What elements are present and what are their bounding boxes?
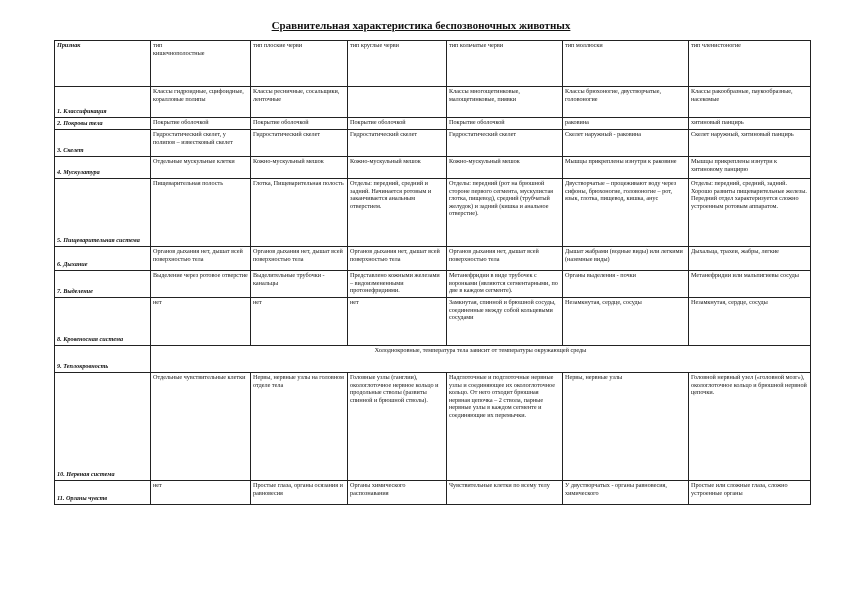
table-row xyxy=(55,481,811,505)
merged-cell: Холоднокровные, температура тела зависит от температуры окружающей среды xyxy=(151,346,811,373)
table-body xyxy=(55,87,811,505)
table-header xyxy=(55,41,811,87)
row-sign-label: 4. Мускулатура xyxy=(55,157,151,179)
table-cell: Дыхальца, трахеи, жабры, легкие xyxy=(689,247,811,271)
table-row xyxy=(55,87,811,118)
table-cell: У двустворчатых - органы равновесия, химического xyxy=(563,481,689,505)
column-header-sign: Признак xyxy=(55,41,151,87)
table-cell: Метанефридии в виде трубочек с воронками (являются сегментарными, по две в каждом сегменте). xyxy=(447,271,563,298)
table-cell: нет xyxy=(251,298,348,346)
table-cell: Представлено кожными железами – видоизмененными протонефридиями. xyxy=(348,271,447,298)
table-cell: Классы гидроидные, сцифоидные, коралловые полипы xyxy=(151,87,251,118)
row-sign-label: 5. Пищеварительная система xyxy=(55,179,151,247)
table-cell: Головные узлы (ганглии), окологлоточное нервное кольцо и продольные стволы (развиты спинной и брюшной стволы). xyxy=(348,373,447,481)
table-cell: Отделы: передний, средний, задний. Хорошо развиты пищеварительные железы. Передний отдел характеризуется сложно устроенным ротовым аппаратом. xyxy=(689,179,811,247)
row-sign-label: 6. Дыхание xyxy=(55,247,151,271)
table-cell: Классы ресничные, сосальщики, ленточные xyxy=(251,87,348,118)
table-cell: Скелет наружный - раковина xyxy=(563,130,689,157)
table-cell: нет xyxy=(151,298,251,346)
table-cell: Нервы, нервные узлы на головном отделе тела xyxy=(251,373,348,481)
table-cell: нет xyxy=(151,481,251,505)
table-cell: Глотка, Пищеварительная полость xyxy=(251,179,348,247)
row-sign-label: 7. Выделение xyxy=(55,271,151,298)
table-row xyxy=(55,247,811,271)
table-cell: Кожно-мускульный мешок xyxy=(447,157,563,179)
row-sign-label: 1. Классификация xyxy=(55,87,151,118)
table-cell: хитиновый панцирь xyxy=(689,118,811,130)
row-sign-label: 9. Теплокровность xyxy=(55,346,151,373)
table-cell: Головной нервный узел («головной мозг»), окологлоточное кольцо и брюшной нервной цепочки. xyxy=(689,373,811,481)
row-sign-label: 10. Нервная система xyxy=(55,373,151,481)
row-sign-label: 3. Скелет xyxy=(55,130,151,157)
row-sign-label: 11. Органы чувств xyxy=(55,481,151,505)
table-row xyxy=(55,157,811,179)
table-cell: Простые или сложные глаза, сложно устроенные органы xyxy=(689,481,811,505)
table-row xyxy=(55,179,811,247)
column-header-roundworms: тип круглые черви xyxy=(348,41,447,87)
table-cell: Двустворчатые – процеживают воду через сифоны, брюхоногие, головоногие – рот, язык, глотка, пищевод, кишка, анус xyxy=(563,179,689,247)
table-cell: Отделы: передний (рот на брюшной стороне первого сегмента, мускулистая глотка, пищевод), средний (трубчатый желудок) и задний (кишка и анальное отверстие). xyxy=(447,179,563,247)
table-cell xyxy=(348,87,447,118)
table-cell: Гидростатический скелет, у полипов – известковый скелет xyxy=(151,130,251,157)
table-cell: Отдельные чувствительные клетки xyxy=(151,373,251,481)
table-cell: Пищеварительная полость xyxy=(151,179,251,247)
table-row xyxy=(55,118,811,130)
table-row xyxy=(55,130,811,157)
table-cell: Гидростатический скелет xyxy=(447,130,563,157)
table-cell: Органов дыхания нет, дышат всей поверхностью тела xyxy=(348,247,447,271)
table-cell: Покрытие оболочкой xyxy=(251,118,348,130)
table-cell: Дышат жабрами (водные виды) или легкими (наземные виды) xyxy=(563,247,689,271)
table-cell: Классы брюхоногие, двустворчатые, головоногие xyxy=(563,87,689,118)
table-cell: Отдельные мускульные клетки xyxy=(151,157,251,179)
table-row xyxy=(55,373,811,481)
table-cell: Органов дыхания нет, дышат всей поверхностью тела xyxy=(447,247,563,271)
table-cell: Органы химического распознавания xyxy=(348,481,447,505)
table-cell: Выделительные трубочки - канальцы xyxy=(251,271,348,298)
table-cell: Простые глаза, органы осязания и равновесия xyxy=(251,481,348,505)
table-cell: Органов дыхания нет, дышат всей поверхностью тела xyxy=(251,247,348,271)
table-cell: Органов дыхания нет, дышат всей поверхностью тела xyxy=(151,247,251,271)
comparison-table xyxy=(54,40,811,505)
table-cell: Кожно-мускульный мешок xyxy=(348,157,447,179)
table-cell: Классы ракообразные, паукообразные, насекомые xyxy=(689,87,811,118)
table-cell: Незамкнутая, сердце, сосуды xyxy=(563,298,689,346)
column-header-flatworms: тип плоские черви xyxy=(251,41,348,87)
table-cell: Скелет наружный, хитиновый панцирь xyxy=(689,130,811,157)
table-cell: Гидростатический скелет xyxy=(251,130,348,157)
table-cell: Замкнутая, спинной и брюшной сосуды, соединенные между собой кольцевыми сосудами xyxy=(447,298,563,346)
row-sign-label: 2. Покровы тела xyxy=(55,118,151,130)
table-cell: Надглоточные и подглоточные нервные узлы и соединяющее их окологлоточное кольцо. От него отходит брюшная нервная цепочка – 2 ствола, парные нервные узлы в каждом сегменте и соединяющие их перемычки. xyxy=(447,373,563,481)
table-row xyxy=(55,346,811,373)
table-cell: Органы выделения - почки xyxy=(563,271,689,298)
table-cell: раковина xyxy=(563,118,689,130)
table-row xyxy=(55,298,811,346)
table-cell: Отделы: передний, средний и задний. Начинается ротовым и заканчивается анальным отверстием. xyxy=(348,179,447,247)
column-header-cnidaria: тип кишечнополостные xyxy=(151,41,251,87)
table-cell: Гидростатический скелет xyxy=(348,130,447,157)
page-title: Сравнительная характеристика беспозвоночных животных xyxy=(271,20,571,32)
table-cell: Мышцы прикреплены изнутри к раковине xyxy=(563,157,689,179)
header-row xyxy=(55,41,811,87)
column-header-arthropods: тип членистоногие xyxy=(689,41,811,87)
table-cell: Покрытие оболочкой xyxy=(348,118,447,130)
table-cell: Покрытие оболочкой xyxy=(151,118,251,130)
table-cell: Выделение через ротовое отверстие xyxy=(151,271,251,298)
table-cell: нет xyxy=(348,298,447,346)
table-cell: Покрытие оболочкой xyxy=(447,118,563,130)
table-cell: Классы многощетинковые, малощетинковые, пиявки xyxy=(447,87,563,118)
table-cell: Метанефридии или мальпигиевы сосуды xyxy=(689,271,811,298)
table-cell: Нервы, нервные узлы xyxy=(563,373,689,481)
table-cell: Кожно-мускульный мешок xyxy=(251,157,348,179)
table-cell: Незамкнутая, сердце, сосуды xyxy=(689,298,811,346)
table-cell: Чувствительные клетки по всему телу xyxy=(447,481,563,505)
column-header-annelids: тип кольчатые черви xyxy=(447,41,563,87)
table-cell: Мышцы прикреплены изнутри к хитиновому панцирю xyxy=(689,157,811,179)
row-sign-label: 8. Кровеносная система xyxy=(55,298,151,346)
table-row xyxy=(55,271,811,298)
column-header-mollusks: тип моллюски xyxy=(563,41,689,87)
